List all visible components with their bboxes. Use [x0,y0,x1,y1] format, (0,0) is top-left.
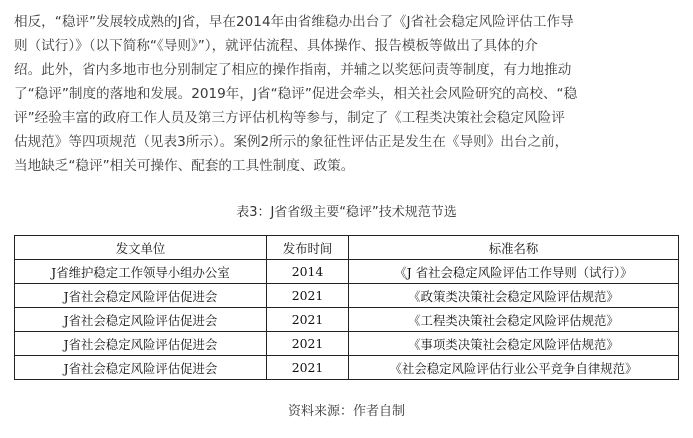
paragraph-line: 当地缺乏“稳评”相关可操作、配套的工具性制度、政策。 [14,158,355,174]
header-date: 发布时间 [267,236,349,260]
cell-issuer: J省维护稳定工作领导小组办公室 [15,260,267,284]
standards-table [14,235,679,380]
table-row [15,332,679,356]
cell-standard-name: 《工程类决策社会稳定风险评估规范》 [349,308,679,332]
cell-date: 2014 [267,260,349,284]
cell-issuer: J省社会稳定风险评估促进会 [15,332,267,356]
cell-date: 2021 [267,308,349,332]
cell-date: 2021 [267,284,349,308]
table-row [15,308,679,332]
paragraph-line: 了“稳评”制度的落地和发展。2019年，J省“稳评”促进会牵头，相关社会风险研究的高校、“稳 [14,86,578,102]
table-row [15,356,679,380]
body-paragraph [14,10,682,178]
cell-issuer: J省社会稳定风险评估促进会 [15,284,267,308]
table-row [15,284,679,308]
header-standard-name: 标准名称 [349,236,679,260]
paragraph-line: 绍。此外，省内多地市也分别制定了相应的操作指南，并辅之以奖惩问责等制度，有力地推动 [14,62,572,78]
paragraph-line: 估规范》等四项规范（见表3所示）。案例2所示的象征性评估正是发生在《导则》出台之前， [14,134,569,150]
table-source-note: 资料来源：作者自制 [287,404,405,419]
paragraph-line: 相反，“稳评”发展较成熟的J省，早在2014年由省维稳办出台了《J省社会稳定风险评估工作导 [14,14,574,30]
cell-date: 2021 [267,332,349,356]
paragraph-line: 则（试行）》（以下简称“《导则》”），就评估流程、具体操作、报告模板等做出了具体的介 [14,38,538,54]
cell-standard-name: 《事项类决策社会稳定风险评估规范》 [349,332,679,356]
paragraph-line: 评”经验丰富的政府工作人员及第三方评估机构等参与，制定了《工程类决策社会稳定风险评 [14,110,565,126]
table-row [15,260,679,284]
cell-standard-name: 《J 省社会稳定风险评估工作导则（试行）》 [349,260,679,284]
cell-standard-name: 《社会稳定风险评估行业公平竞争自律规范》 [349,356,679,380]
header-issuer: 发文单位 [15,236,267,260]
table-header-row [15,236,679,260]
cell-date: 2021 [267,356,349,380]
cell-issuer: J省社会稳定风险评估促进会 [15,308,267,332]
cell-issuer: J省社会稳定风险评估促进会 [15,356,267,380]
table-caption: 表3：J省省级主要“稳评”技术规范节选 [236,205,457,220]
cell-standard-name: 《政策类决策社会稳定风险评估规范》 [349,284,679,308]
